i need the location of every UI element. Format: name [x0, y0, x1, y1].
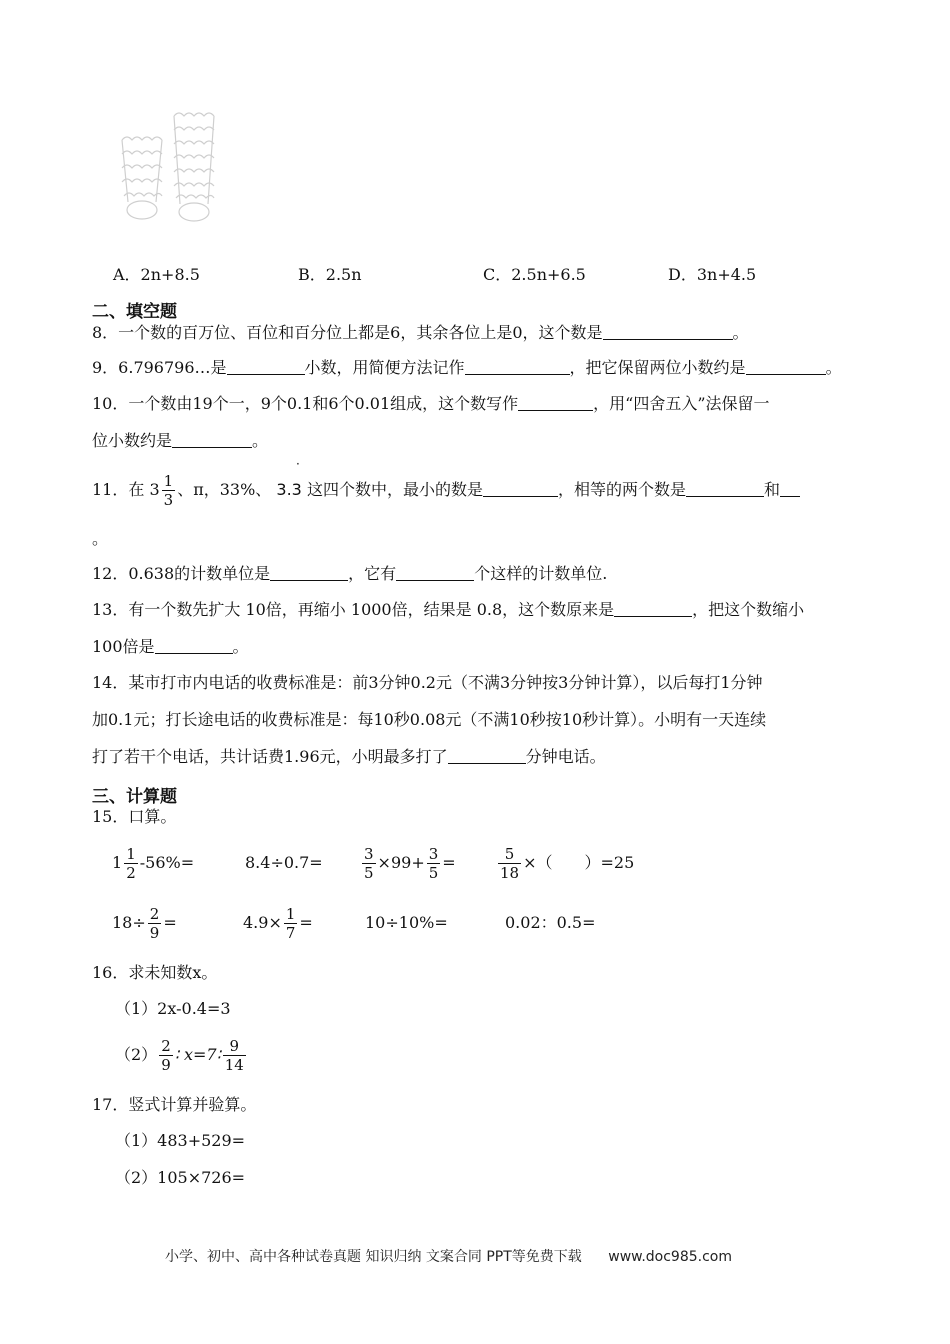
- question-15-label: 15．口算。: [92, 807, 177, 826]
- answer-blank: [603, 323, 733, 340]
- shuttlecock-stack-left: [122, 137, 162, 219]
- question-14-line-3: 打了若干个电话，共计话费1.96元，小明最多打了 分钟电话。: [92, 747, 606, 766]
- question-10-line-2: 位小数约是 。: [92, 431, 269, 450]
- option-d: D．3n+4.5: [668, 265, 757, 284]
- question-14-line-1: 14．某市打市内电话的收费标准是：前3分钟0.2元（不满3分钟按3分钟计算），以后每打1分钟: [92, 673, 763, 692]
- question-13-line-2: 100倍是 。: [92, 637, 249, 656]
- page-footer: 小学、初中、高中各种试卷真题 知识归纳 文案合同 PPT等免费下载 www.doc985.com: [165, 1249, 732, 1265]
- section-heading-fill-in: 二、填空题: [92, 302, 177, 322]
- mental-calc-1: 1 $\frac{1}{2}$ -56%=: [112, 845, 195, 882]
- answer-blank: [270, 564, 348, 581]
- answer-blank: [465, 358, 570, 375]
- question-14-line-2: 加0.1元；打长途电话的收费标准是：每10秒0.08元（不满10秒按10秒计算）。小明有一天连续: [92, 710, 767, 729]
- shuttlecock-stack-right: [174, 113, 214, 221]
- equation-1: （1）2x-0.4=3: [115, 999, 231, 1018]
- mental-calc-3: $\frac{3}{5}$ ×99+ $\frac{3}{5}$ =: [364, 845, 456, 882]
- option-b: B．2.5n: [298, 265, 362, 284]
- answer-blank: [448, 747, 526, 764]
- question-16-label: 16．求未知数x。: [92, 963, 218, 982]
- question-11-end: 。: [92, 529, 109, 548]
- mental-calc-8: 0.02：0.5=: [505, 913, 596, 932]
- section-heading-calculation: 三、计算题: [92, 787, 177, 807]
- question-12: 12．0.638的计数单位是 ，它有 个这样的计数单位.: [92, 564, 608, 583]
- answer-blank: [155, 637, 233, 654]
- shuttlecock-stacks-image: [112, 98, 222, 233]
- mental-calc-5: 18÷ $\frac{2}{9}$ =: [112, 905, 177, 942]
- mental-calc-2: 8.4÷0.7=: [245, 853, 323, 872]
- mental-calc-7: 10÷10%=: [365, 913, 448, 932]
- footer-url-link[interactable]: www.doc985.com: [608, 1249, 732, 1265]
- answer-blank: [686, 480, 764, 497]
- mental-calc-4: $\frac{5}{18}$ ×（ ）=25: [500, 845, 635, 882]
- answer-blank: [746, 358, 826, 375]
- equation-2: （2） $\frac{2}{9}$ ∶ x=7∶ $\frac{9}{14}$: [115, 1037, 244, 1074]
- vertical-calc-1: （1）483+529=: [115, 1131, 246, 1150]
- mental-calc-6: 4.9× $\frac{1}{7}$ =: [243, 905, 313, 942]
- repeating-decimal: · 3.3: [276, 457, 302, 499]
- answer-blank: [396, 564, 474, 581]
- question-11: 11．在 3 $\frac{1}{3}$ 、π，33%、 · 3.3 这四个数中，最小的数是 ，相等的两个数是 和: [92, 470, 800, 510]
- fraction-one-third: $\frac{1}{3}$: [163, 472, 174, 509]
- answer-blank: [780, 480, 800, 497]
- answer-blank: [483, 480, 558, 497]
- question-17-label: 17．竖式计算并验算。: [92, 1095, 257, 1114]
- answer-blank: [227, 358, 305, 375]
- question-10-line-1: 10．一个数由19个一，9个0.1和6个0.01组成，这个数写作 ，用“四舍五入”法保留一: [92, 394, 770, 413]
- answer-blank: [614, 600, 692, 617]
- answer-blank: [172, 431, 252, 448]
- option-c: C．2.5n+6.5: [483, 265, 586, 284]
- question-13-line-1: 13．有一个数先扩大 10倍，再缩小 1000倍，结果是 0.8，这个数原来是 ，把这个数缩小: [92, 600, 805, 619]
- vertical-calc-2: （2）105×726=: [115, 1168, 246, 1187]
- answer-blank: [518, 394, 593, 411]
- question-8: 8．一个数的百万位、百位和百分位上都是6，其余各位上是0，这个数是 。: [92, 323, 749, 342]
- option-a: A．2n+8.5: [113, 265, 200, 284]
- question-9: 9．6.796796…是 小数，用简便方法记作 ，把它保留两位小数约是 。: [92, 358, 842, 377]
